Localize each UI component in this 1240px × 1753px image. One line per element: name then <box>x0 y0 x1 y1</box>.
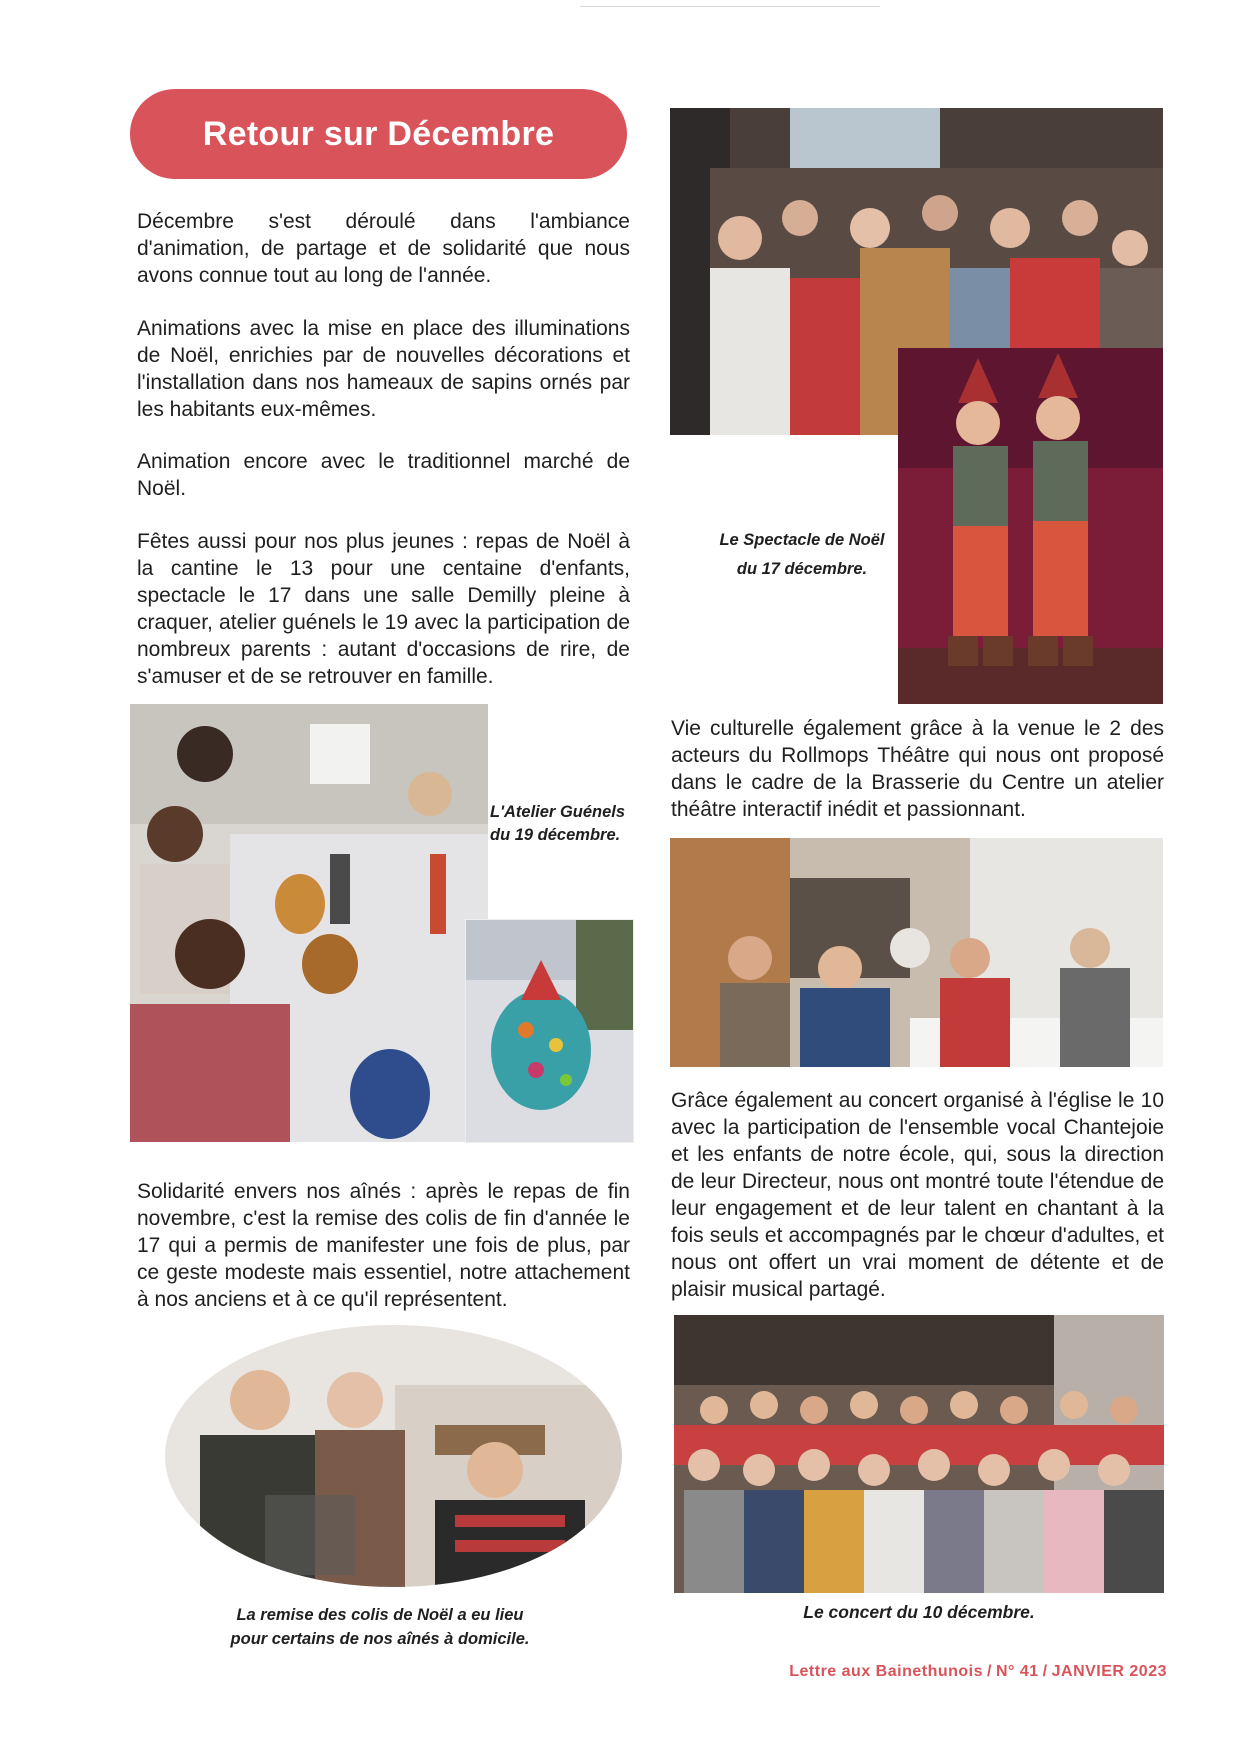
caption-spectacle-line2: du 17 décembre. <box>736 560 868 578</box>
page-title: Retour sur Décembre <box>130 89 627 179</box>
caption-spectacle-line1: Le Spectacle de Noël <box>719 531 885 549</box>
photo-atelier-theatre <box>670 838 1163 1067</box>
photo-remise-colis <box>165 1325 622 1587</box>
caption-atelier-line1: L'Atelier Guénels <box>490 803 626 821</box>
footer-issue: N° 41 <box>995 1663 1039 1680</box>
paragraph-culture: Vie culturelle également grâce à la venue le 2 des acteurs du Rollmops Théâtre qui nous ont proposé dans le cadre de la Brasserie du Centre un atelier théâtre interactif inédit et passionnant. <box>671 717 1164 821</box>
paragraph-solidarite: Solidarité envers nos aînés : après le repas de fin novembre, c'est la remise des colis de fin d'année le 17 qui a permis de manifester une fois de plus, par ce geste modeste mais essentiel, notre attachement à nos anciens et à ce qu'il représentent. <box>137 1180 630 1311</box>
paragraph-intro: Décembre s'est déroulé dans l'ambiance d'animation, de partage et de solidarité que nous avons connue tout au long de l'année. <box>137 210 630 287</box>
caption-concert: Le concert du 10 décembre. <box>803 1602 1035 1622</box>
scan-artifact-line <box>580 6 880 7</box>
photo-concert-eglise <box>674 1315 1164 1593</box>
caption-atelier-line2: du 19 décembre. <box>490 826 621 844</box>
page-footer: Lettre aux Bainethunois / N° 41 / JANVIER 2023 <box>789 1663 1167 1680</box>
caption-colis-line2: pour certains de nos aînés à domicile. <box>230 1630 530 1648</box>
paragraph-marche: Animation encore avec le traditionnel marché de Noël. <box>137 450 630 500</box>
photo-atelier-guenel-decore <box>466 920 633 1142</box>
footer-date: JANVIER 2023 <box>1051 1663 1167 1680</box>
paragraph-concert: Grâce également au concert organisé à l'église le 10 avec la participation de l'ensemble vocal Chantejoie et les enfants de notre école, qui, sous la direction de leur Directeur, nous ont montré toute l'étendue de leur engagement et de leur talent en chantant à la fois seuls et accompagnés par le chœur d'adultes, et nous ont offert un vrai moment de détente et de plaisir musical partagé. <box>671 1089 1164 1301</box>
caption-colis-line1: La remise des colis de Noël a eu lieu <box>236 1606 524 1624</box>
paragraph-jeunes: Fêtes aussi pour nos plus jeunes : repas de Noël à la cantine le 13 pour une centaine d'enfants, spectacle le 17 dans une salle Demilly pleine à craquer, atelier guénels le 19 avec la participation de nombreux parents : autant d'occasions de rire, de s'amuser et de se retrouver en famille. <box>137 530 630 688</box>
photo-spectacle-elves <box>898 348 1163 704</box>
footer-publication: Lettre aux Bainethunois <box>789 1663 983 1680</box>
photo-atelier-guenels <box>130 704 488 1142</box>
paragraph-illuminations: Animations avec la mise en place des illuminations de Noël, enrichies par de nouvelles décorations et l'installation dans nos hameaux de sapins ornés par les habitants eux-mêmes. <box>137 317 630 421</box>
